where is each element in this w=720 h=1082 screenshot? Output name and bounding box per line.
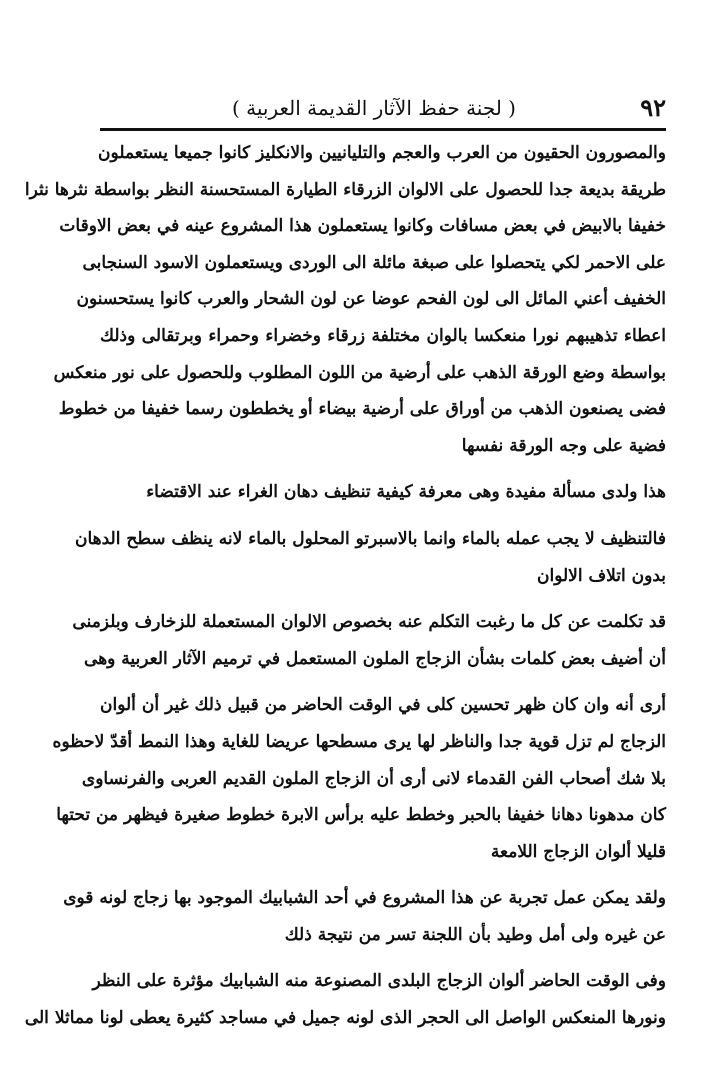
paragraph-gap — [100, 677, 666, 687]
paragraph-gap — [100, 594, 666, 604]
text-line: خفيفا بالابيض في بعض مسافات وكانوا يستعملون هذا المشروع عينه في بعض الاوقات — [59, 216, 666, 237]
text-line: الزجاج لم تزل قوية جدا والناظر لها يرى مسطحها عريضا للغاية وهذا النمط أقدّ لاحظوه — [52, 731, 666, 752]
text-line: والمصورون الحقيون من العرب والعجم والتليانيين والانكليز كانوا جميعا يستعملون — [98, 143, 666, 163]
paragraph-gap — [100, 870, 666, 880]
text-line: بدون اتلاف الالوان — [537, 565, 666, 586]
text-line: اعطاء تذهيبهم نورا منعكسا بالوان مختلفة زرقاء وخضراء وحمراء وبرتقالى وذلك — [100, 325, 666, 346]
text-line: على الاحمر لكي يتحصلوا على صبغة مائلة الى الوردى ويستعملون الاسود السنجابى — [82, 252, 666, 273]
text-line: وفى الوقت الحاضر ألوان الزجاج البلدى المصنوعة منه الشبابيك مؤثرة على النظر — [92, 971, 666, 992]
text-line: ونورها المنعكس الواصل الى الحجر الذى لونه جميل في مساجد كثيرة يعطى لونا مماثلا الى — [24, 1008, 666, 1029]
text-line: كان مدهونا دهانا خفيفا بالحبر وخطط عليه برأس الابرة خطوط صغيرة فيظهر من تحتها — [56, 805, 666, 826]
paragraph — [72, 604, 666, 677]
page-number: ٩٢ — [640, 93, 666, 122]
paragraph — [74, 521, 666, 594]
paragraph-gap — [100, 953, 666, 963]
text-line: قليلا ألوان الزجاج اللامعة — [490, 841, 666, 862]
running-title: ( لجنة حفظ الآثار القديمة العربية ) — [231, 96, 516, 120]
text-line: هذا ولدى مسألة مفيدة وهى معرفة كيفية تنظيف دهان الغراء عند الاقتضاء — [146, 482, 666, 503]
paragraph-gap — [100, 511, 666, 521]
paragraph — [24, 135, 666, 464]
paragraph — [24, 963, 666, 1036]
paragraph-gap — [100, 464, 666, 474]
paragraph — [63, 880, 666, 953]
header-rule — [100, 128, 666, 131]
text-line: عن غيره ولى أمل وطيد بأن اللجنة تسر من نتيجة ذلك — [284, 924, 666, 945]
text-line: ولقد يمكن عمل تجربة عن هذا المشروع في أحد الشبابيك الموجود بها زجاج لونه قوى — [63, 888, 666, 909]
text-line: أرى أنه وان كان ظهر تحسين كلى في الوقت الحاضر من قبيل ذلك غير أن ألوان — [100, 695, 666, 716]
text-line: قد تكلمت عن كل ما رغبت التكلم عنه بخصوص الالوان المستعملة للزخارف وبلزمنى — [72, 612, 666, 633]
paragraph — [52, 687, 666, 870]
text-line: أن أضيف بعض كلمات بشأن الزجاج الملون المستعمل في ترميم الآثار العربية وهى — [84, 648, 666, 669]
text-line: فضى يصنعون الذهب من أوراق على أرضية بيضاء أو يخططون رسما خفيفا من خطوط — [58, 399, 666, 420]
text-line: بلا شك أصحاب الفن القدماء لانى أرى أن الزجاج الملون القديم العربى والفرنساوى — [81, 768, 666, 789]
text-line: طريقة بديعة جدا للحصول على الالوان الزرقاء الطيارة المستحسنة النظر بواسطة نثرها نثرا — [24, 179, 666, 200]
text-line: بواسطة وضع الورقة الذهب على أرضية من اللون المطلوب وللحصول على نور منعكس — [53, 362, 666, 383]
text-line: فضية على وجه الورقة نفسها — [461, 435, 666, 456]
body-text — [24, 135, 666, 1037]
text-line: الخفيف أعني المائل الى لون الفحم عوضا عن لون الشحار والعرب كانوا يستحسنون — [76, 289, 666, 310]
page-header — [100, 88, 666, 128]
text-line: فالتنظيف لا يجب عمله بالماء وانما بالاسبرتو المحلول بالماء لانه ينظف سطح الدهان — [74, 528, 666, 549]
paragraph — [100, 474, 666, 511]
